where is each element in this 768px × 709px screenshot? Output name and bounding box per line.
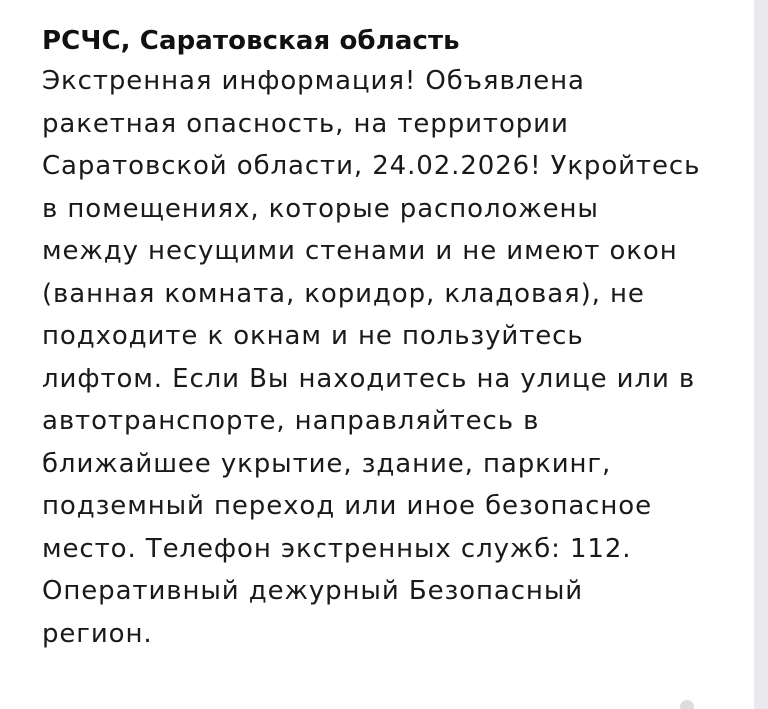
message-line: ближайшее укрытие, здание, паркинг, [42, 448, 612, 479]
message-line: Саратовской области, 24.02.2026! Укройтесь [42, 151, 701, 181]
message-line: Оперативный дежурный Безопасный [42, 576, 584, 606]
message-line: в помещениях, которые расположены [42, 193, 599, 224]
message-text [42, 60, 714, 655]
sender-name[interactable]: РСЧС, Саратовская область [42, 26, 460, 56]
message-line: регион. [42, 618, 153, 649]
scroll-indicator [680, 700, 694, 709]
message-line: автотранспорте, направляйтесь в [42, 406, 540, 436]
message-line: Экстренная информация! Объявлена [42, 66, 585, 96]
message-line: ракетная опасность, на территории [42, 108, 569, 139]
message-line: (ванная комната, коридор, кладовая), не [42, 278, 645, 309]
message-line: место. Телефон экстренных служб: 112. [42, 533, 632, 564]
message-line: между несущими стенами и не имеют окон [42, 236, 678, 266]
message-line: подходите к окнам и не пользуйтесь [42, 321, 584, 351]
message-line: лифтом. Если Вы находитесь на улице или в [42, 363, 696, 394]
message-line: подземный переход или иное безопасное [42, 491, 652, 521]
